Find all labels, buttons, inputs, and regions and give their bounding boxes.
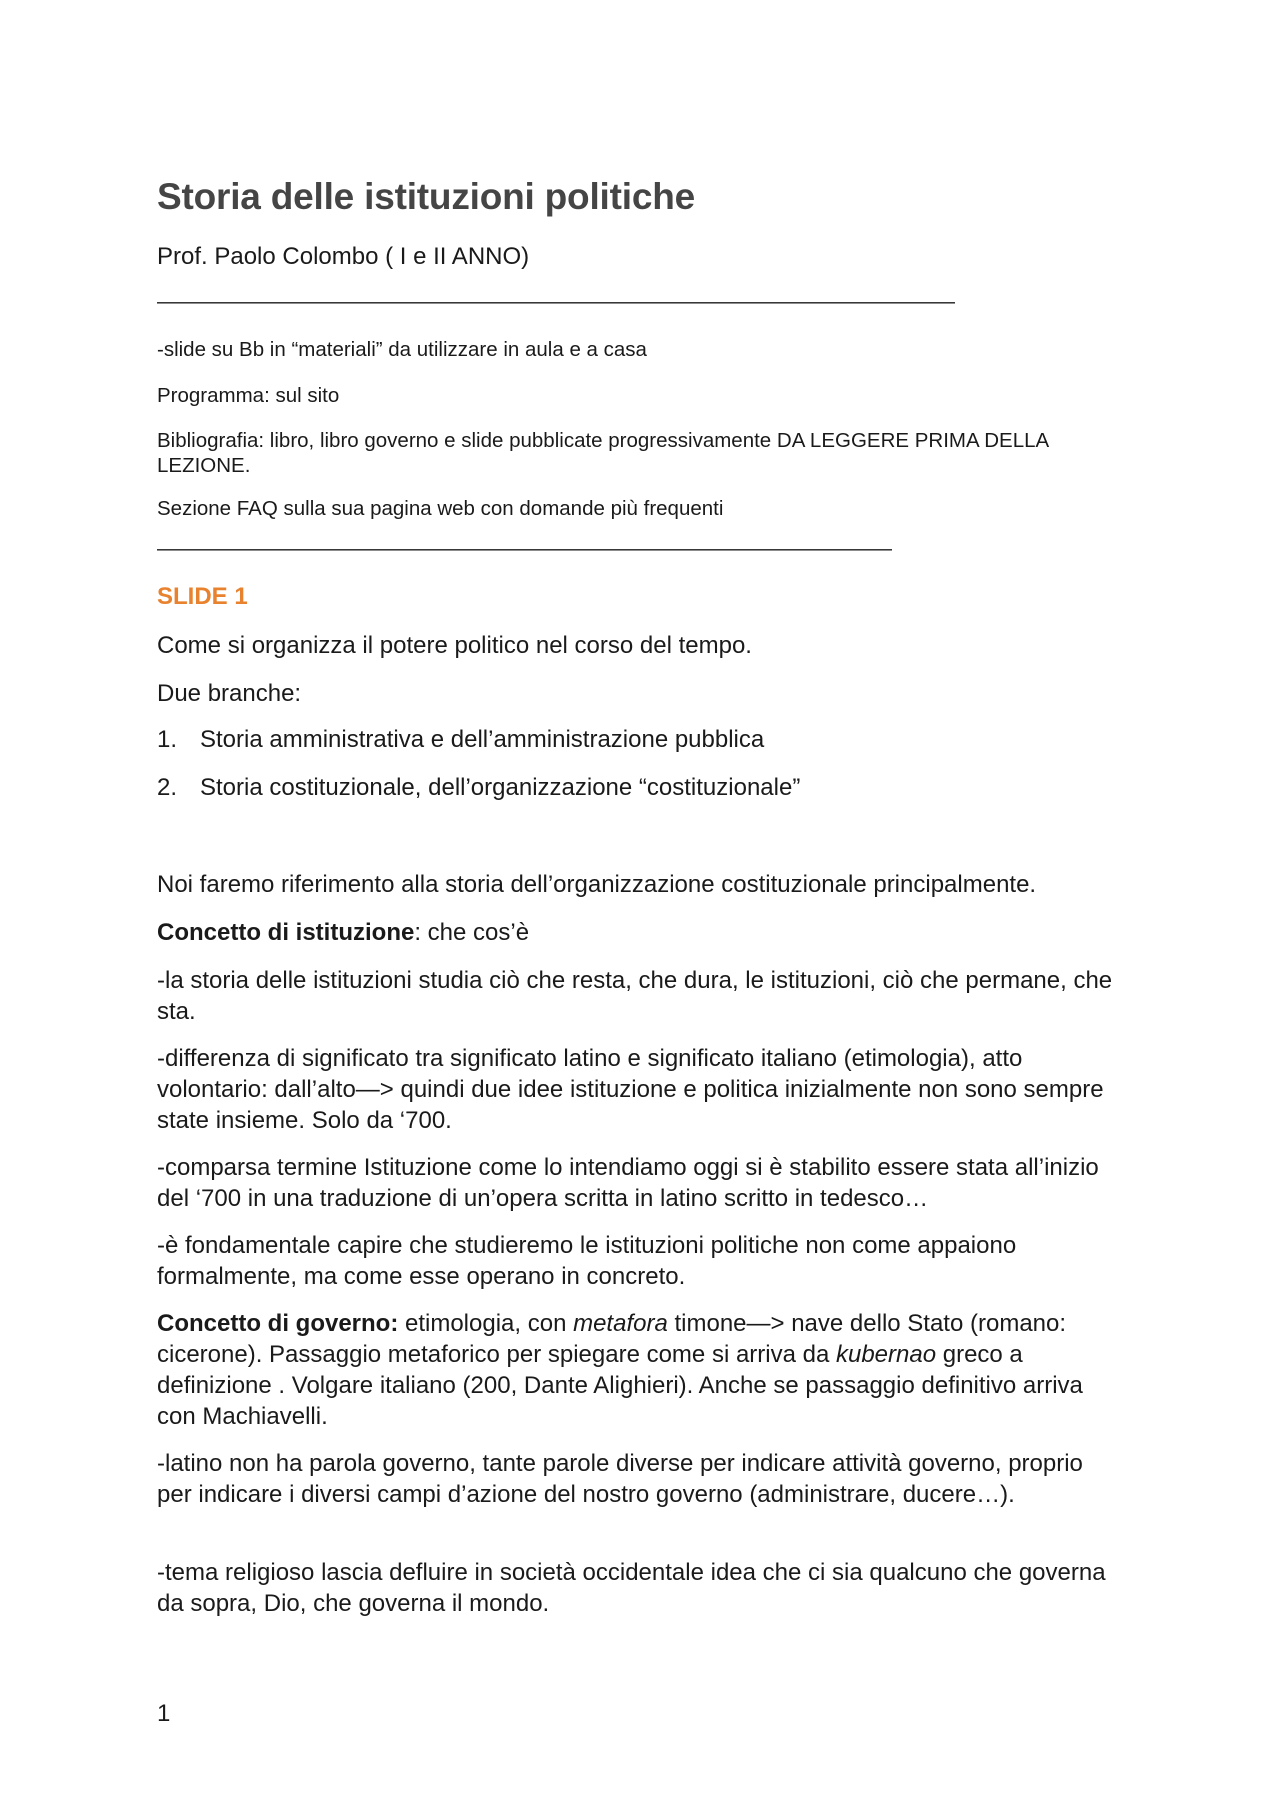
governo-text: timone—> nave dello Stato (romano: cicerone). Passaggio metaforico per spiegare come si arriva da bbox=[157, 1310, 1067, 1368]
page-number: 1 bbox=[157, 1700, 171, 1727]
istituzione-label: Concetto di istituzione bbox=[157, 919, 415, 946]
divider-line: ——————————————————————————————————— bbox=[157, 537, 892, 560]
kubernao-term: kubernao bbox=[835, 1341, 937, 1368]
slide-heading: SLIDE 1 bbox=[157, 583, 248, 610]
paragraph: -comparsa termine Istituzione come lo intendiamo oggi si è stabilito essere stata all’inizio del ‘700 in una traduzione di un’opera scritta in latino scritto in tedesco… bbox=[157, 1154, 1099, 1212]
paragraph: -la storia delle istituzioni studia ciò che resta, che dura, le istituzioni, ciò che permane, che sta. bbox=[157, 967, 1113, 1025]
list-item bbox=[157, 774, 800, 802]
paragraph: -differenza di significato tra significato latino e significato italiano (etimologia), atto volontario: dall’alto—> quindi due idee istituzione e politica inizialmente non sono sempre state insieme. Solo da ‘700. bbox=[157, 1045, 1104, 1134]
professor-line: Prof. Paolo Colombo ( I e II ANNO) bbox=[157, 243, 530, 270]
metafora-term: metafora bbox=[573, 1310, 668, 1337]
paragraph: -latino non ha parola governo, tante parole diverse per indicare attività governo, proprio per indicare i diversi campi d’azione del nostro governo (administrare, ducere…). bbox=[157, 1450, 1083, 1508]
istituzione-rest: : che cos’è bbox=[414, 919, 530, 946]
note-slide: -slide su Bb in “materiali” da utilizzare in aula e a casa bbox=[157, 338, 647, 361]
paragraph: -è fondamentale capire che studieremo le istituzioni politiche non come appaiono formalmente, ma come esse operano in concreto. bbox=[157, 1232, 1017, 1290]
istituzione-heading bbox=[157, 917, 1117, 948]
governo-paragraph bbox=[157, 1308, 1117, 1432]
reference-text: Noi faremo riferimento alla storia dell’organizzazione costituzionale principalmente. bbox=[157, 871, 1037, 898]
branches-label: Due branche: bbox=[157, 680, 302, 707]
list-number: 2. bbox=[157, 774, 178, 801]
intro-text: Come si organizza il potere politico nel corso del tempo. bbox=[157, 632, 752, 659]
divider-line: —————————————————————————————————————— bbox=[157, 290, 955, 313]
list-item bbox=[157, 726, 764, 754]
note-bibliografia: Bibliografia: libro, libro governo e slide pubblicate progressivamente DA LEGGERE PRIMA DELLA LEZIONE. bbox=[157, 429, 1049, 477]
paragraph: -tema religioso lascia defluire in società occidentale idea che ci sia qualcuno che governa da sopra, Dio, che governa il mondo. bbox=[157, 1559, 1106, 1617]
note-faq: Sezione FAQ sulla sua pagina web con domande più frequenti bbox=[157, 497, 724, 520]
list-number: 1. bbox=[157, 726, 178, 753]
governo-label: Concetto di governo: bbox=[157, 1310, 399, 1337]
note-programma: Programma: sul sito bbox=[157, 384, 340, 407]
governo-text: greco a definizione . Volgare italiano (200, Dante Alighieri). Anche se passaggio definitivo arriva con Machiavelli. bbox=[157, 1341, 1083, 1430]
list-text: Storia costituzionale, dell’organizzazione “costituzionale” bbox=[200, 774, 801, 801]
governo-text: etimologia, con bbox=[398, 1310, 574, 1337]
document-title: Storia delle istituzioni politiche bbox=[157, 176, 695, 217]
list-text: Storia amministrativa e dell’amministrazione pubblica bbox=[200, 726, 765, 753]
